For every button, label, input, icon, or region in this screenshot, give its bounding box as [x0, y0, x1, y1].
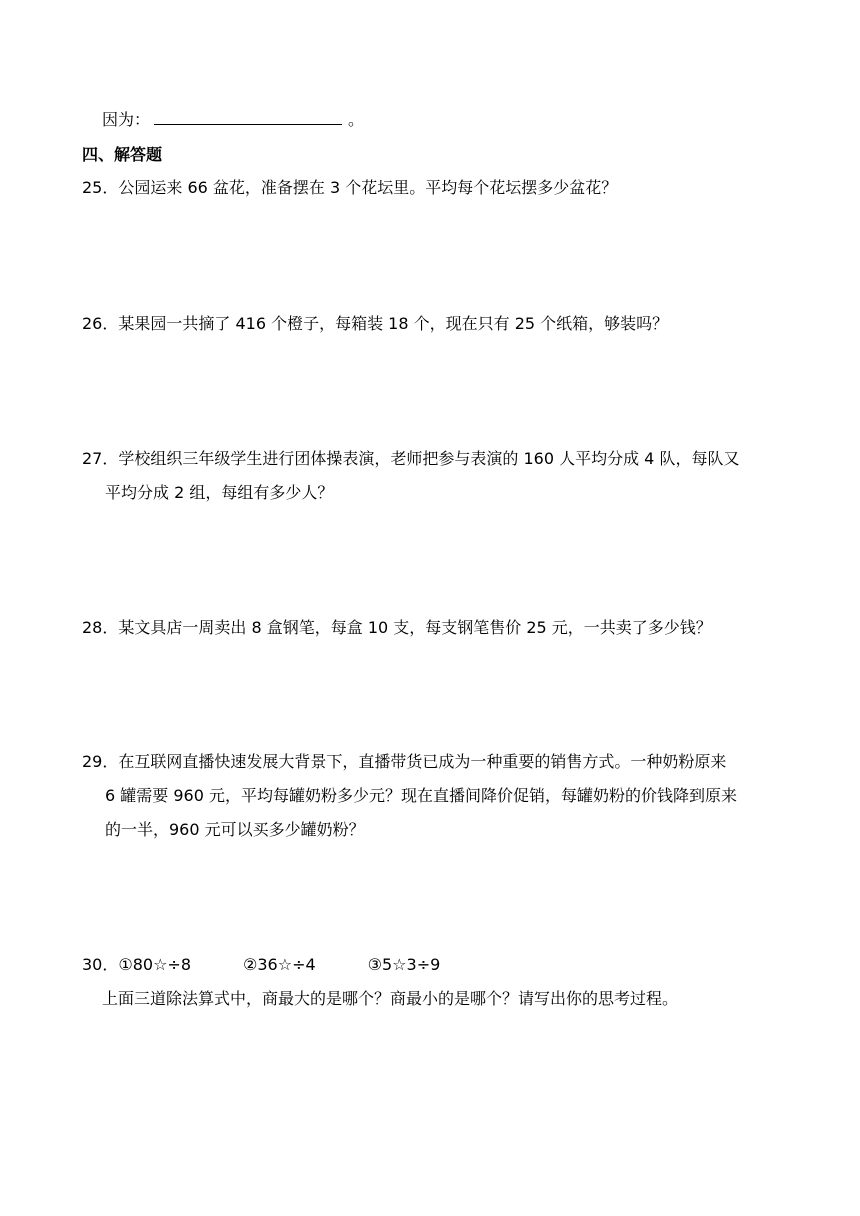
question-number: 26． [82, 314, 119, 333]
reason-suffix: 。 [348, 110, 365, 129]
question-25 [82, 178, 617, 198]
question-text: 公园运来 66 盆花，准备摆在 3 个花坛里。平均每个花坛摆多少盆花？ [118, 178, 618, 197]
reason-prefix: 因为： [102, 110, 151, 129]
expression-3: ③5☆3÷9 [367, 955, 441, 974]
question-27-line-2: 平均分成 2 组，每组有多少人？ [105, 483, 334, 502]
question-text: 某文具店一周卖出 8 盒钢笔，每盒 10 支，每支钢笔售价 25 元，一共卖了多少钱？ [118, 618, 712, 637]
question-number: 29． [82, 752, 119, 771]
reason-line [102, 110, 364, 130]
question-29-line-2: 6 罐需要 960 元，平均每罐奶粉多少元？现在直播间降价促销，每罐奶粉的价钱降到原来 [105, 786, 737, 805]
section-title: 四、解答题 [82, 145, 163, 164]
question-number: 27． [82, 449, 119, 468]
question-number: 30． [82, 955, 119, 974]
question-text: 某果园一共摘了 416 个橙子，每箱装 18 个，现在只有 25 个纸箱，够装吗？ [118, 314, 669, 333]
question-30-prompt: 上面三道除法算式中，商最大的是哪个？商最小的是哪个？请写出你的思考过程。 [102, 989, 679, 1008]
question-26 [82, 314, 668, 334]
expression-1: ①80☆÷8 [118, 955, 192, 974]
question-28 [82, 618, 712, 638]
answer-blank[interactable] [154, 110, 342, 125]
question-number: 25． [82, 178, 119, 197]
question-number: 28． [82, 618, 119, 637]
question-text: 在互联网直播快速发展大背景下，直播带货已成为一种重要的销售方式。一种奶粉原来 [118, 752, 727, 771]
question-29-line-3: 的一半，960 元可以买多少罐奶粉？ [105, 820, 365, 839]
question-text: 学校组织三年级学生进行团体操表演，老师把参与表演的 160 人平均分成 4 队，每队又 [118, 449, 740, 468]
question-29 [82, 752, 726, 772]
question-27 [82, 449, 739, 469]
question-30 [82, 955, 492, 975]
expression-2: ②36☆÷4 [243, 955, 316, 974]
